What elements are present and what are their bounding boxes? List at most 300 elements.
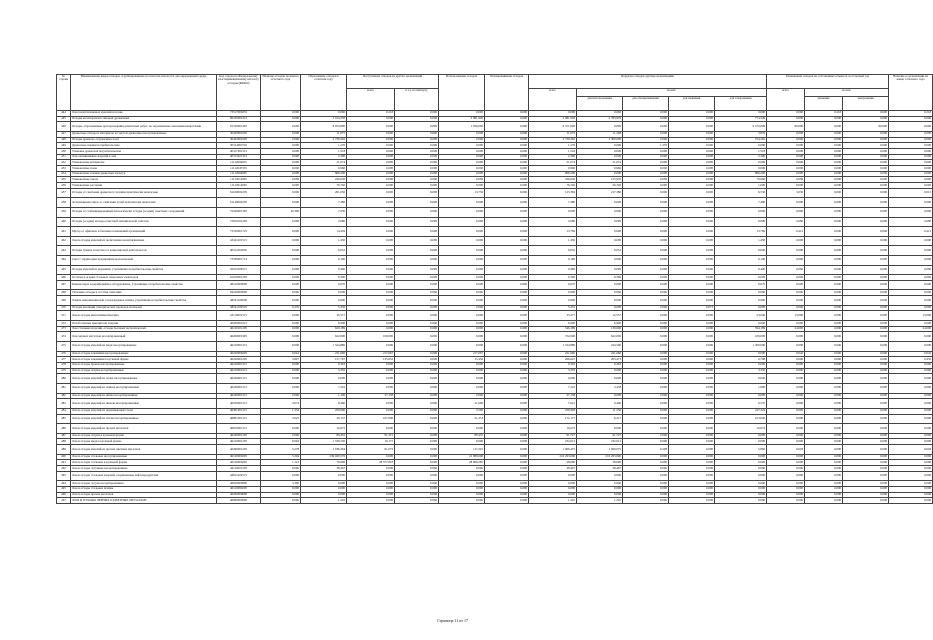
value-cell: 0,000: [485, 471, 529, 481]
value-cell: 0,000: [669, 399, 715, 409]
value-cell: 0,000: [439, 160, 485, 166]
value-cell: 0,000: [347, 171, 395, 177]
value-cell: 0,000: [623, 137, 669, 143]
value-cell: 0,000: [623, 154, 669, 160]
value-cell: 0,000: [395, 236, 439, 246]
value-cell: 0,000: [577, 256, 623, 266]
value-cell: 0,000: [261, 311, 301, 321]
waste-name: Лом и отходы стальные шламы: [71, 487, 217, 493]
value-cell: 4,074: [261, 399, 301, 409]
row-number: 484: [57, 408, 71, 414]
value-cell: 80,000: [843, 122, 889, 132]
row-number: 446: [57, 122, 71, 132]
value-cell: 0,300: [529, 275, 577, 281]
value-cell: 0,000: [805, 183, 843, 189]
waste-name: Лом стальных изделий, отходы бытовых металлических: [71, 326, 217, 332]
value-cell: 2,300: [301, 154, 347, 160]
value-cell: 76,740: [301, 183, 347, 189]
value-cell: 0,000: [485, 498, 529, 504]
value-cell: 0,000: [347, 487, 395, 493]
value-cell: 0,000: [623, 183, 669, 189]
value-cell: 2 300,000: [577, 137, 623, 143]
fkko-code: 81310001495: [217, 122, 261, 132]
col-recv-all-header: всего: [347, 89, 395, 111]
row-number: 481: [57, 383, 71, 393]
value-cell: 0,000: [843, 445, 889, 455]
waste-name: Отходы бумаги и картона от канцелярской деятельности: [71, 246, 217, 256]
value-cell: 21,074: [529, 160, 577, 166]
value-cell: 0,000: [623, 408, 669, 414]
value-cell: 0,000: [669, 290, 715, 296]
value-cell: 0,000: [843, 368, 889, 374]
waste-name: Упаковочные полы: [71, 166, 217, 172]
value-cell: 0,460: [301, 265, 347, 275]
value-cell: 0,000: [347, 408, 395, 414]
value-cell: 0,000: [805, 208, 843, 218]
value-cell: 0,000: [669, 481, 715, 487]
value-cell: 0,000: [347, 265, 395, 275]
value-cell: 0,000: [889, 198, 933, 208]
value-cell: 0,000: [485, 177, 529, 183]
value-cell: 0,000: [889, 290, 933, 296]
col-util-header: Использование отходов: [439, 75, 485, 111]
col-name-header: Наименование видов отходов, сгруппированных по классам опасности для окружающей среды: [71, 75, 217, 111]
value-cell: 0,000: [715, 111, 767, 117]
value-cell: 0,000: [439, 290, 485, 296]
value-cell: 0,000: [623, 311, 669, 321]
row-number: 469: [57, 296, 71, 306]
value-cell: 6,900: [529, 321, 577, 327]
value-cell: 0,000: [261, 471, 301, 481]
value-cell: 0,000: [889, 342, 933, 352]
value-cell: 0,060: [301, 111, 347, 117]
value-cell: 774,549: [715, 116, 767, 122]
value-cell: 0,000: [843, 166, 889, 172]
value-cell: 0,000: [623, 498, 669, 504]
value-cell: 0,000: [843, 227, 889, 237]
value-cell: 0,190: [715, 256, 767, 266]
value-cell: 0,000: [889, 487, 933, 493]
value-cell: 0,000: [485, 374, 529, 384]
row-number: 486: [57, 424, 71, 434]
value-cell: 0,000: [261, 275, 301, 281]
value-cell: 1,270: [301, 143, 347, 149]
value-cell: 0,000: [843, 311, 889, 321]
value-cell: 203,473: [577, 357, 623, 363]
value-cell: 0,000: [485, 149, 529, 155]
row-number: 477: [57, 357, 71, 363]
value-cell: 0,000: [843, 351, 889, 357]
fkko-code: 30314002745: [217, 143, 261, 149]
value-cell: 0,000: [347, 362, 395, 368]
value-cell: 0,000: [261, 131, 301, 137]
value-cell: 58,690: [577, 460, 623, 466]
value-cell: 28 906,285: [439, 460, 485, 466]
waste-name: Остатки и огарки стальных сварочных электродов: [71, 275, 217, 281]
value-cell: 0,000: [261, 362, 301, 368]
value-cell: 724,262: [715, 137, 767, 143]
value-cell: 0,000: [767, 137, 805, 143]
waste-name: Лом и отходы меди в кусковой форме: [71, 439, 217, 445]
value-cell: 0,000: [767, 471, 805, 481]
waste-name: Лом и отходы изделий из свинца несортированные: [71, 383, 217, 393]
value-cell: 0,000: [485, 326, 529, 332]
col-gen-header: Образование отходов в отчетном году: [301, 75, 347, 111]
value-cell: 0,000: [439, 246, 485, 256]
value-cell: 0,000: [623, 433, 669, 439]
value-cell: 0,000: [577, 492, 623, 498]
value-cell: 0,000: [623, 460, 669, 466]
value-cell: 0,000: [623, 414, 669, 424]
value-cell: 80,000: [767, 122, 805, 132]
table-row: [57, 217, 933, 227]
value-cell: 24,000: [767, 326, 805, 332]
value-cell: 1 524,880: [301, 342, 347, 352]
waste-name: Лом и отходы стальные в кусковой форме: [71, 460, 217, 466]
value-cell: 0,000: [843, 383, 889, 393]
value-cell: 0,000: [843, 471, 889, 481]
value-cell: 0,000: [439, 481, 485, 487]
value-cell: 0,000: [889, 498, 933, 504]
value-cell: 806,290: [529, 171, 577, 177]
value-cell: 0,000: [261, 154, 301, 160]
value-cell: 0,000: [623, 236, 669, 246]
row-number: 449: [57, 143, 71, 149]
value-cell: 0,070: [529, 280, 577, 290]
value-cell: 0,000: [347, 122, 395, 132]
waste-name: Отходы древесно-стружечных плит: [71, 137, 217, 143]
value-cell: 0,000: [805, 332, 843, 342]
value-cell: 0,000: [805, 160, 843, 166]
value-cell: 0,000: [767, 342, 805, 352]
value-cell: 0,000: [805, 280, 843, 290]
value-cell: 0,000: [805, 217, 843, 227]
value-cell: 0,000: [669, 246, 715, 256]
value-cell: 1,680: [715, 383, 767, 393]
value-cell: 0,042: [767, 351, 805, 357]
value-cell: 0,000: [843, 481, 889, 487]
waste-name: Отходы от сжигания древесного топлива практически неопасные: [71, 188, 217, 198]
col-own-header: Размещение отходов на собственных объектах за отчетный год: [767, 75, 889, 89]
table-row: [57, 383, 933, 393]
value-cell: 0,000: [623, 160, 669, 166]
fkko-code: 46290001205: [217, 445, 261, 455]
fkko-code: 72220001395: [217, 208, 261, 218]
waste-table: [56, 74, 933, 504]
waste-name: Лом и отходы изделий из олова несортированные: [71, 374, 217, 384]
value-cell: 0,000: [767, 454, 805, 460]
value-cell: 0,000: [767, 439, 805, 445]
fkko-code: 46200001995: [217, 332, 261, 342]
value-cell: 2 081,920: [439, 116, 485, 122]
value-cell: 0,000: [261, 383, 301, 393]
value-cell: 0,000: [395, 296, 439, 306]
fkko-code: 11112014695: [217, 177, 261, 183]
value-cell: 0,000: [301, 290, 347, 296]
value-cell: 0,000: [669, 351, 715, 357]
value-cell: 0,000: [669, 487, 715, 493]
value-cell: 217,667: [347, 351, 395, 357]
value-cell: 0,000: [805, 492, 843, 498]
value-cell: 0,000: [669, 454, 715, 460]
value-cell: 0,000: [439, 111, 485, 117]
value-cell: 0,000: [577, 481, 623, 487]
fkko-code: 46220006205: [217, 351, 261, 357]
value-cell: 0,000: [395, 487, 439, 493]
value-cell: 0,000: [577, 296, 623, 306]
value-cell: 0,000: [843, 154, 889, 160]
value-cell: 0,000: [843, 374, 889, 384]
value-cell: 0,000: [347, 466, 395, 472]
table-row: [57, 332, 933, 342]
value-cell: 2,680: [889, 217, 933, 227]
value-cell: 0,000: [439, 342, 485, 352]
value-cell: 27,138: [529, 393, 577, 399]
row-number: 472: [57, 321, 71, 327]
value-cell: 0,000: [261, 217, 301, 227]
value-cell: 0,000: [767, 177, 805, 183]
value-cell: 0,060: [767, 111, 805, 117]
value-cell: 1,450: [301, 236, 347, 246]
value-cell: 58,690: [529, 460, 577, 466]
value-cell: 0,000: [669, 137, 715, 143]
col-own-store-header: хранение: [805, 97, 843, 111]
value-cell: 0,000: [439, 487, 485, 493]
value-cell: 0,000: [767, 280, 805, 290]
table-row: [57, 498, 933, 504]
value-cell: 0,000: [805, 227, 843, 237]
value-cell: 38,467: [301, 466, 347, 472]
value-cell: 0,000: [577, 208, 623, 218]
value-cell: 0,012: [889, 188, 933, 198]
value-cell: 0,000: [767, 332, 805, 342]
value-cell: 0,000: [347, 275, 395, 281]
value-cell: 15,000: [767, 311, 805, 321]
value-cell: 0,000: [577, 227, 623, 237]
value-cell: 232,012: [529, 439, 577, 445]
value-cell: 0,000: [577, 424, 623, 434]
value-cell: 2 783,976: [577, 116, 623, 122]
value-cell: 0,000: [439, 424, 485, 434]
value-cell: 6,530: [715, 188, 767, 198]
value-cell: 40,300: [261, 208, 301, 218]
value-cell: 21,253: [439, 414, 485, 424]
value-cell: 0,000: [843, 332, 889, 342]
value-cell: 0,000: [767, 393, 805, 399]
col-end-header: Наличие в организации на конец отчетного года: [889, 75, 933, 111]
value-cell: 0,000: [395, 256, 439, 266]
value-cell: 0,000: [889, 460, 933, 466]
value-cell: 0,000: [395, 217, 439, 227]
value-cell: 806,290: [715, 171, 767, 177]
value-cell: 0,000: [715, 351, 767, 357]
value-cell: 0,000: [623, 351, 669, 357]
col-tr-neut-header: для обезвреживания: [623, 97, 669, 111]
value-cell: 35,577: [301, 311, 347, 321]
table-row: [57, 342, 933, 352]
value-cell: 35,577: [529, 311, 577, 321]
value-cell: 0,000: [843, 487, 889, 493]
value-cell: 0,000: [669, 166, 715, 172]
value-cell: 0,000: [347, 481, 395, 487]
value-cell: 0,000: [347, 368, 395, 374]
value-cell: 0,000: [669, 439, 715, 445]
value-cell: 0,000: [623, 466, 669, 472]
value-cell: 0,000: [395, 311, 439, 321]
value-cell: 0,000: [395, 305, 439, 311]
fkko-code: 30420001005: [217, 131, 261, 137]
value-cell: 0,000: [261, 498, 301, 504]
value-cell: 0,000: [843, 305, 889, 311]
fkko-code: 73310001725: [217, 227, 261, 237]
fkko-code: 46810000000: [217, 481, 261, 487]
row-number: 453: [57, 166, 71, 172]
value-cell: 0,000: [805, 137, 843, 143]
waste-name: Древесные пленки потребительские: [71, 143, 217, 149]
value-cell: 0,000: [485, 408, 529, 414]
waste-name: Упаковочные растения: [71, 183, 217, 189]
value-cell: 0,000: [485, 439, 529, 445]
row-number: 456: [57, 183, 71, 189]
row-number: 452: [57, 160, 71, 166]
row-number: 476: [57, 351, 71, 357]
value-cell: 0,000: [485, 217, 529, 227]
value-cell: 0,000: [395, 208, 439, 218]
value-cell: 0,000: [843, 362, 889, 368]
value-cell: 163,000: [715, 414, 767, 424]
value-cell: 0,000: [889, 332, 933, 342]
value-cell: 0,000: [889, 424, 933, 434]
value-cell: 0,000: [623, 481, 669, 487]
table-row: [57, 265, 933, 275]
table-row: [57, 227, 933, 237]
value-cell: 0,000: [261, 149, 301, 155]
value-cell: 14,459: [301, 227, 347, 237]
value-cell: 0,000: [805, 433, 843, 439]
value-cell: 0,000: [577, 305, 623, 311]
value-cell: 0,000: [767, 143, 805, 149]
value-cell: 0,000: [485, 487, 529, 493]
value-cell: 26,740: [577, 183, 623, 189]
value-cell: 0,000: [623, 111, 669, 117]
fkko-code: 46120101205: [217, 326, 261, 332]
value-cell: 0,000: [843, 321, 889, 327]
value-cell: 3,025: [261, 414, 301, 424]
value-cell: 0,000: [805, 177, 843, 183]
value-cell: 0,000: [889, 466, 933, 472]
waste-name: Отходы из материалов типовой дрожжевых: [71, 116, 217, 122]
value-cell: 0,000: [669, 383, 715, 393]
value-cell: 0,000: [767, 481, 805, 487]
value-cell: 0,000: [805, 188, 843, 198]
value-cell: 3,278: [261, 445, 301, 455]
waste-name: Лом и отходы изделий из цинка несортированные: [71, 393, 217, 399]
value-cell: 0,000: [805, 166, 843, 172]
value-cell: 0,000: [347, 305, 395, 311]
waste-name: Отходы от стабилизированный биологически отходы (осадки) очистных сооружений: [71, 208, 217, 218]
value-cell: 1,270: [623, 143, 669, 149]
value-cell: 0,000: [439, 177, 485, 183]
row-number: 458: [57, 198, 71, 208]
value-cell: 0,000: [261, 296, 301, 306]
value-cell: 0,000: [715, 393, 767, 399]
value-cell: 0,000: [715, 433, 767, 439]
value-cell: 0,000: [395, 414, 439, 424]
value-cell: 0,000: [347, 208, 395, 218]
value-cell: 21 980,000: [439, 454, 485, 460]
value-cell: 0,000: [623, 246, 669, 256]
value-cell: 0,000: [669, 275, 715, 281]
value-cell: 172,177: [529, 414, 577, 424]
value-cell: 0,000: [889, 122, 933, 132]
value-cell: 0,000: [485, 481, 529, 487]
waste-name: Лом полиэтиленовых изделий в шлаке: [71, 111, 217, 117]
value-cell: 0,094: [261, 439, 301, 445]
value-cell: 0,000: [669, 374, 715, 384]
value-cell: 0,000: [485, 383, 529, 393]
value-cell: 0,000: [261, 492, 301, 498]
value-cell: 0,000: [669, 433, 715, 439]
waste-name: Лом и отходы изделий из титана несортированные: [71, 414, 217, 424]
value-cell: 217,380: [577, 188, 623, 198]
value-cell: 0,000: [347, 160, 395, 166]
value-cell: 0,000: [669, 177, 715, 183]
value-cell: 0,000: [577, 217, 623, 227]
value-cell: 0,000: [669, 131, 715, 137]
value-cell: 0,000: [889, 246, 933, 256]
value-cell: 0,000: [395, 481, 439, 487]
value-cell: 0,060: [889, 265, 933, 275]
value-cell: 0,000: [347, 154, 395, 160]
value-cell: 0,000: [805, 256, 843, 266]
value-cell: 0,000: [623, 332, 669, 342]
value-cell: 0,000: [843, 246, 889, 256]
waste-name: Лом и отходы чугунные несортированные: [71, 466, 217, 472]
value-cell: 0,000: [485, 154, 529, 160]
value-cell: 0,000: [843, 236, 889, 246]
value-cell: 0,000: [805, 471, 843, 481]
value-cell: 0,000: [843, 171, 889, 177]
value-cell: 0,000: [439, 321, 485, 327]
fkko-code: 61140002205: [217, 198, 261, 208]
value-cell: 226,630: [529, 177, 577, 183]
value-cell: 0,000: [395, 466, 439, 472]
row-number: 448: [57, 137, 71, 143]
table-row: [57, 414, 933, 424]
value-cell: 0,000: [485, 116, 529, 122]
value-cell: 0,000: [889, 160, 933, 166]
col-tr-bury-header: для захоронения: [715, 97, 767, 111]
col-tr-store-header: для хранения: [669, 97, 715, 111]
value-cell: 91,727: [577, 433, 623, 439]
value-cell: 0,000: [669, 227, 715, 237]
value-cell: 0,000: [767, 408, 805, 414]
value-cell: 0,000: [623, 280, 669, 290]
value-cell: 0,000: [889, 439, 933, 445]
fkko-code: 46200002215: [217, 321, 261, 327]
value-cell: 0,000: [805, 351, 843, 357]
value-cell: 11,208: [577, 131, 623, 137]
value-cell: 0,000: [669, 256, 715, 266]
value-cell: 1,518: [715, 149, 767, 155]
waste-name: Лом и отходы прочих металлов: [71, 492, 217, 498]
value-cell: 0,000: [767, 414, 805, 424]
value-cell: 6,900: [577, 321, 623, 327]
value-cell: 1,245: [577, 498, 623, 504]
value-cell: 15,000: [889, 311, 933, 321]
value-cell: 21,600: [439, 399, 485, 409]
value-cell: 0,000: [805, 424, 843, 434]
